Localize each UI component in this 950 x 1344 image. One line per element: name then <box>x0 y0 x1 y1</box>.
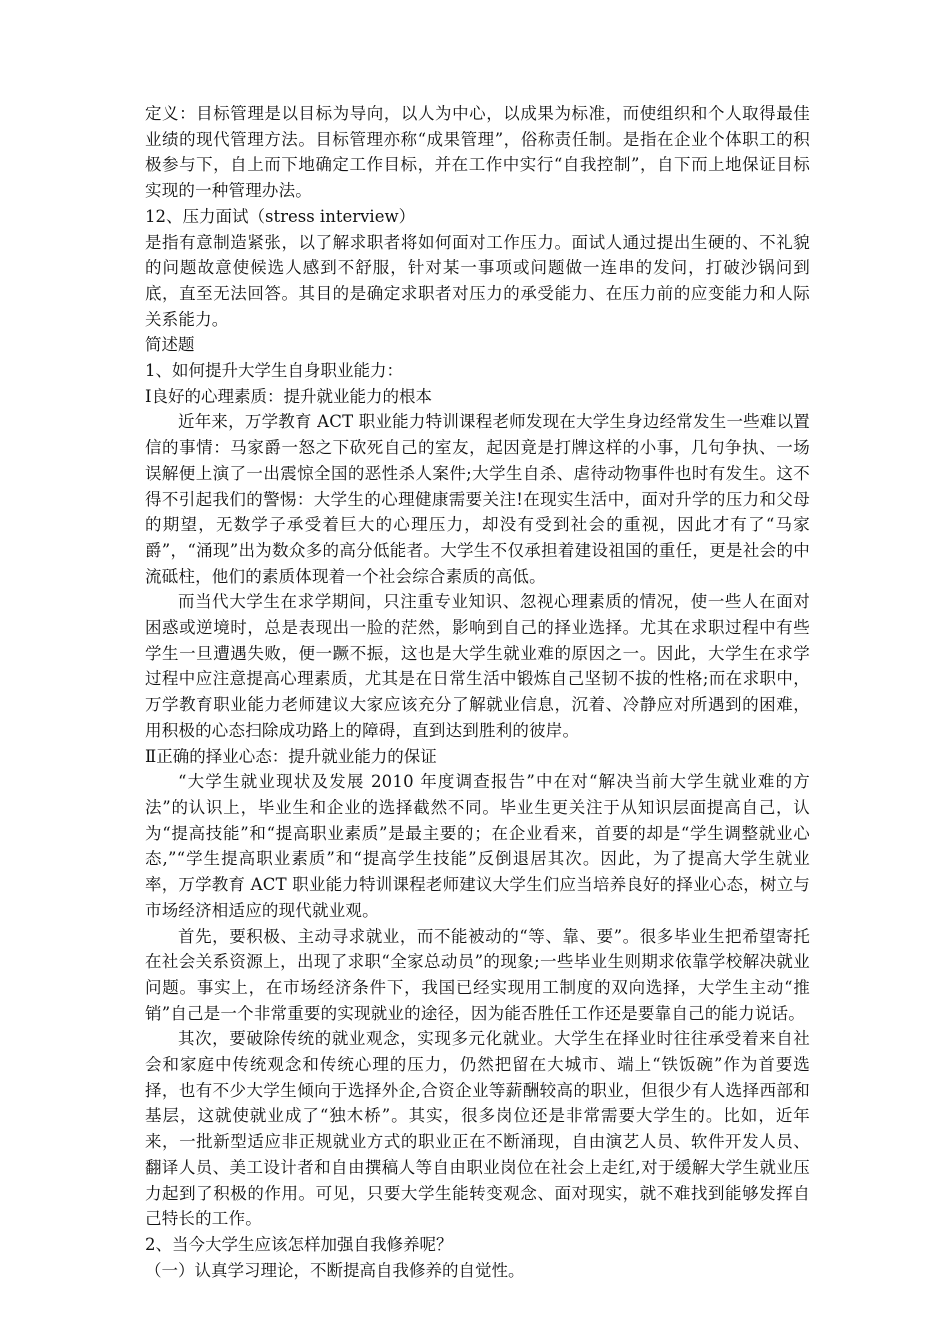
question-1-paragraph-1: 近年来，万学教育 ACT 职业能力特训课程老师发现在大学生身边经常发生一些难以置信的事情：马家爵一怒之下砍死自己的室友，起因竟是打牌这样的小事，几句争执、一场误解便上演了一出震惊全国的恶性杀人案件;大学生自杀、虐待动物事件也时有发生。这不得不引起我们的警惕：大学生的心理健康需要关注!在现实生活中，面对升学的压力和父母的期望，无数学子承受着巨大的心理压力，却没有受到社会的重视，因此才有了“马家爵”，“涌现”出为数众多的高分低能者。大学生不仅承担着建设祖国的重任，更是社会的中流砥柱，他们的素质体现着一个社会综合素质的高低。 <box>145 412 810 586</box>
question-1-title: 1、如何提升大学生自身职业能力： <box>145 361 403 381</box>
question-1-paragraph-2: 而当代大学生在求学期间，只注重专业知识、忽视心理素质的情况，使一些人在面对困惑或逆境时，总是表现出一脸的茫然，影响到自己的择业选择。尤其在求职过程中有些学生一旦遭遇失败，便一蹶不振，这也是大学生就业难的原因之一。因此，大学生在求学过程中应注意提高心理素质，尤其是在日常生活中锻炼自己坚韧不拔的性格;而在求职中，万学教育职业能力老师建议大家应该充分了解就业信息，沉着、冷静应对所遇到的困难，用积极的心态扫除成功路上的障碍，直到达到胜利的彼岸。 <box>145 592 810 740</box>
definition-paragraph: 定义：目标管理是以目标为导向，以人为中心，以成果为标准，而使组织和个人取得最佳业绩的现代管理方法。目标管理亦称“成果管理”，俗称责任制。是指在企业个体职工的积极参与下，自上而下地确定工作目标，并在工作中实行“自我控制”，自下而上地保证目标实现的一种管理办法。 <box>145 104 810 201</box>
question-2-title: 2、当今大学生应该怎样加强自我修养呢？ <box>145 1234 453 1254</box>
question-1-paragraph-5: 其次，要破除传统的就业观念，实现多元化就业。大学生在择业时往往承受着来自社会和家庭中传统观念和传统心理的压力，仍然把留在大城市、端上“铁饭碗”作为首要选择，也有不少大学生倾向于选择外企,合资企业等薪酬较高的职业，但很少有人选择西部和基层，这就使就业成了“独木桥”。其实，很多岗位还是非常需要大学生的。比如，近年来，一批新型适应非正规就业方式的职业正在不断涌现，自由演艺人员、软件开发人员、翻译人员、美工设计者和自由撰稿人等自由职业岗位在社会上走红,对于缓解大学生就业压力起到了积极的作用。可见，只要大学生能转变观念、面对现实，就不难找到能够发挥自己特长的工作。 <box>145 1029 810 1229</box>
question-1-subheading-1: Ⅰ良好的心理素质：提升就业能力的根本 <box>145 386 433 406</box>
question-2-subheading-1: （一）认真学习理论，不断提高自我修养的自觉性。 <box>145 1260 525 1280</box>
term-12-title: 12、压力面试（stress interview） <box>145 206 416 226</box>
section-title: 简述题 <box>145 335 195 355</box>
term-12-body: 是指有意制造紧张，以了解求职者将如何面对工作压力。面试人通过提出生硬的、不礼貌的问题故意使候选人感到不舒服，针对某一事项或问题做一连串的发问，打破沙锅问到底，直至无法回答。其目的是确定求职者对压力的承受能力、在压力前的应变能力和人际关系能力。 <box>145 232 810 329</box>
question-1-paragraph-4: 首先，要积极、主动寻求就业，而不能被动的“等、靠、要”。很多毕业生把希望寄托在社会关系资源上，出现了求职“全家总动员”的现象;一些毕业生则期求依靠学校解决就业问题。事实上，在市场经济条件下，我国已经实现用工制度的双向选择，大学生主动“推销”自己是一个非常重要的实现就业的途径，因为能否胜任工作还是要靠自己的能力说话。 <box>145 926 810 1023</box>
question-1-paragraph-3: “大学生就业现状及发展 2010 年度调查报告”中在对“解决当前大学生就业难的方法”的认识上，毕业生和企业的选择截然不同。毕业生更关注于从知识层面提高自己，认为“提高技能”和“提高职业素质”是最主要的；在企业看来，首要的却是“学生调整就业心态,”“学生提高职业素质”和“提高学生技能”反倒退居其次。因此，为了提高大学生就业率，万学教育 ACT 职业能力特训课程老师建议大学生们应当培养良好的择业心态，树立与市场经济相适应的现代就业观。 <box>145 772 810 920</box>
question-1-subheading-2: Ⅱ正确的择业心态：提升就业能力的保证 <box>145 746 437 766</box>
document-page <box>145 101 810 1283</box>
